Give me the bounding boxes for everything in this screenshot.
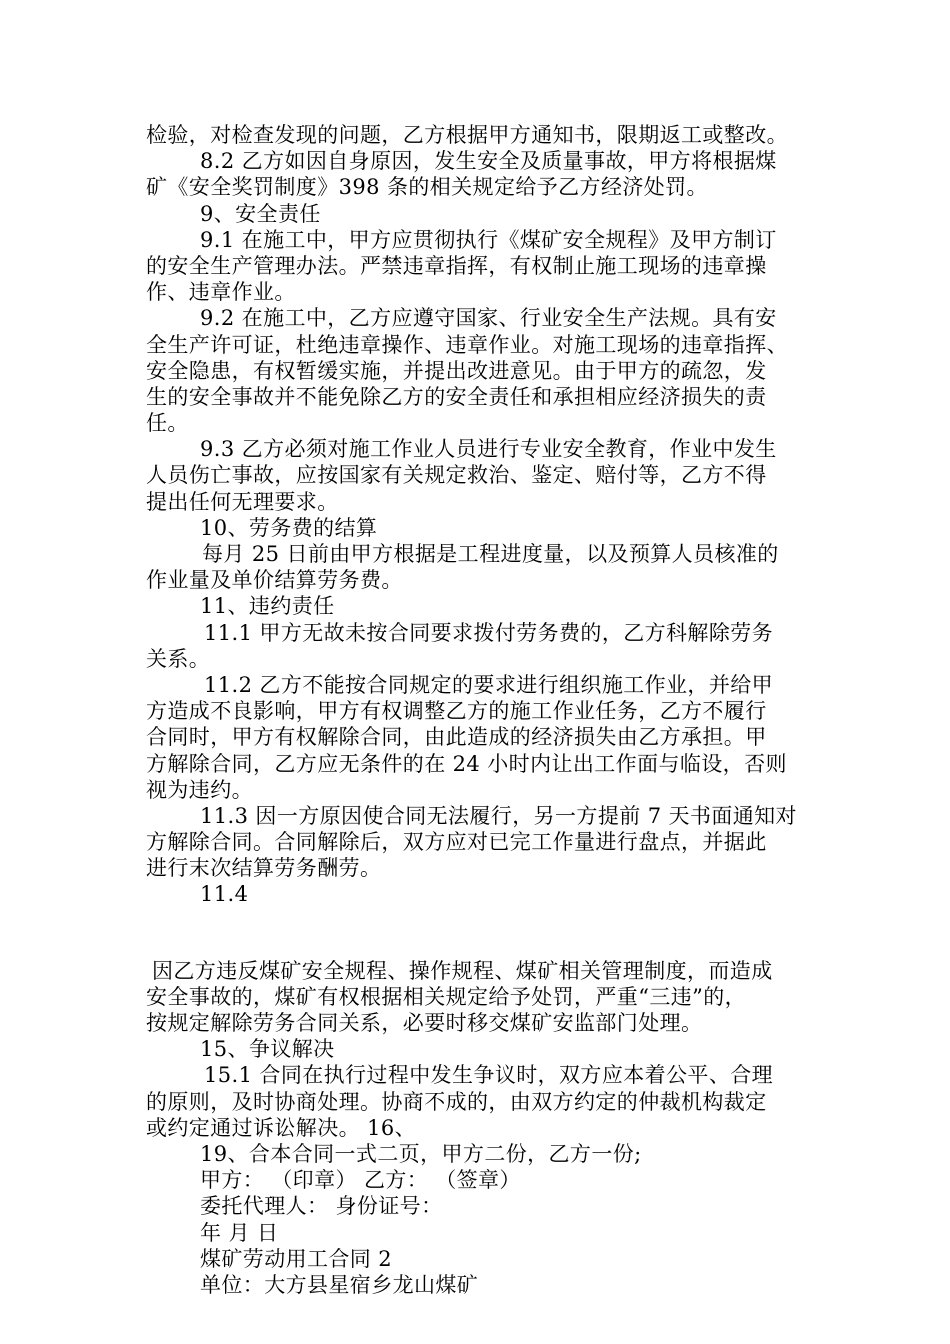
text-line: 进行末次结算劳务酬劳。	[146, 856, 382, 881]
unit-line: 单位：大方县星宿乡龙山煤矿	[200, 1272, 479, 1297]
text-line: 9.3 乙方必须对施工作业人员进行专业安全教育，作业中发生	[200, 437, 777, 462]
text-line: 11.3 因一方原因使合同无法履行，另一方提前 7 天书面通知对	[200, 803, 797, 828]
text-line: 合同时，甲方有权解除合同，由此造成的经济损失由乙方承担。甲	[146, 725, 767, 750]
text-line: 15.1 合同在执行过程中发生争议时，双方应本着公平、合理	[204, 1063, 774, 1088]
text-line: 方解除合同。合同解除后，双方应对已完工作量进行盘点，并据此	[146, 830, 767, 855]
text-line: 作、违章作业。	[146, 280, 296, 305]
text-line: 11.1 甲方无故未按合同要求拨付劳务费的，乙方科解除劳务	[204, 620, 774, 645]
text-line: 因乙方违反煤矿安全规程、操作规程、煤矿相关管理制度，而造成	[152, 958, 773, 983]
text-line: 8.2 乙方如因自身原因，发生安全及质量事故，甲方将根据煤	[200, 149, 777, 174]
text-line: 11.2 乙方不能按合同规定的要求进行组织施工作业，并给甲	[204, 672, 774, 697]
section-heading: 9、安全责任	[200, 201, 321, 226]
text-line: 19、合本合同一式二页，甲方二份，乙方一份;	[200, 1141, 642, 1166]
text-line: 按规定解除劳务合同关系，必要时移交煤矿安监部门处理。	[146, 1011, 703, 1035]
text-line: 9.1 在施工中，甲方应贯彻执行《煤矿安全规程》及甲方制订	[200, 227, 777, 252]
text-line: 每月 25 日前由甲方根据是工程进度量，以及预算人员核准的	[202, 542, 779, 566]
text-line: 的原则，及时协商处理。协商不成的，由双方约定的仲裁机构裁定	[146, 1089, 767, 1114]
text-line: 视为违约。	[146, 777, 253, 802]
text-line: 生的安全事故并不能免除乙方的安全责任和承担相应经济损失的责	[146, 384, 767, 409]
text-line: 方解除合同，乙方应无条件的在 24 小时内让出工作面与临设，否则	[146, 751, 787, 776]
text-line: 矿《安全奖罚制度》398 条的相关规定给予乙方经济处罚。	[146, 175, 708, 200]
text-line: 任。	[146, 411, 189, 436]
text-line: 安全隐患，有权暂缓实施，并提出改进意见。由于甲方的疏忽，发	[146, 358, 767, 383]
text-line: 全生产许可证，杜绝违章操作、违章作业。对施工现场的违章指挥、	[146, 332, 788, 357]
signature-line: 甲方： （印章） 乙方： （签章）	[200, 1168, 521, 1193]
document-page	[146, 122, 811, 1298]
section-heading: 11、违约责任	[200, 594, 335, 619]
text-line: 人员伤亡事故，应按国家有关规定救治、鉴定、赔付等，乙方不得	[146, 463, 767, 488]
text-line: 关系。	[146, 646, 211, 671]
text-line: 的安全生产管理办法。严禁违章指挥，有权制止施工现场的违章操	[146, 253, 767, 278]
section-heading: 10、劳务费的结算	[200, 515, 378, 540]
text-line: 提出任何无理要求。	[146, 489, 339, 514]
blank-gap	[146, 908, 811, 958]
text-line: 9.2 在施工中，乙方应遵守国家、行业安全生产法规。具有安	[200, 306, 777, 331]
text-line: 作业量及单价结算劳务费。	[146, 568, 403, 593]
text-line: 方造成不良影响，甲方有权调整乙方的施工作业任务，乙方不履行	[146, 699, 767, 724]
signature-line: 委托代理人： 身份证号：	[200, 1194, 443, 1219]
date-line: 年 月 日	[200, 1220, 279, 1245]
text-line: 安全事故的，煤矿有权根据相关规定给予处罚，严重“三违”的，	[146, 984, 747, 1009]
text-line: 检验，对检查发现的问题，乙方根据甲方通知书，限期返工或整改。	[146, 123, 788, 147]
text-line: 11.4	[200, 882, 249, 907]
document-title: 煤矿劳动用工合同 2	[200, 1246, 393, 1271]
text-line: 或约定通过诉讼解决。 16、	[146, 1115, 416, 1140]
section-heading: 15、争议解决	[200, 1037, 335, 1062]
